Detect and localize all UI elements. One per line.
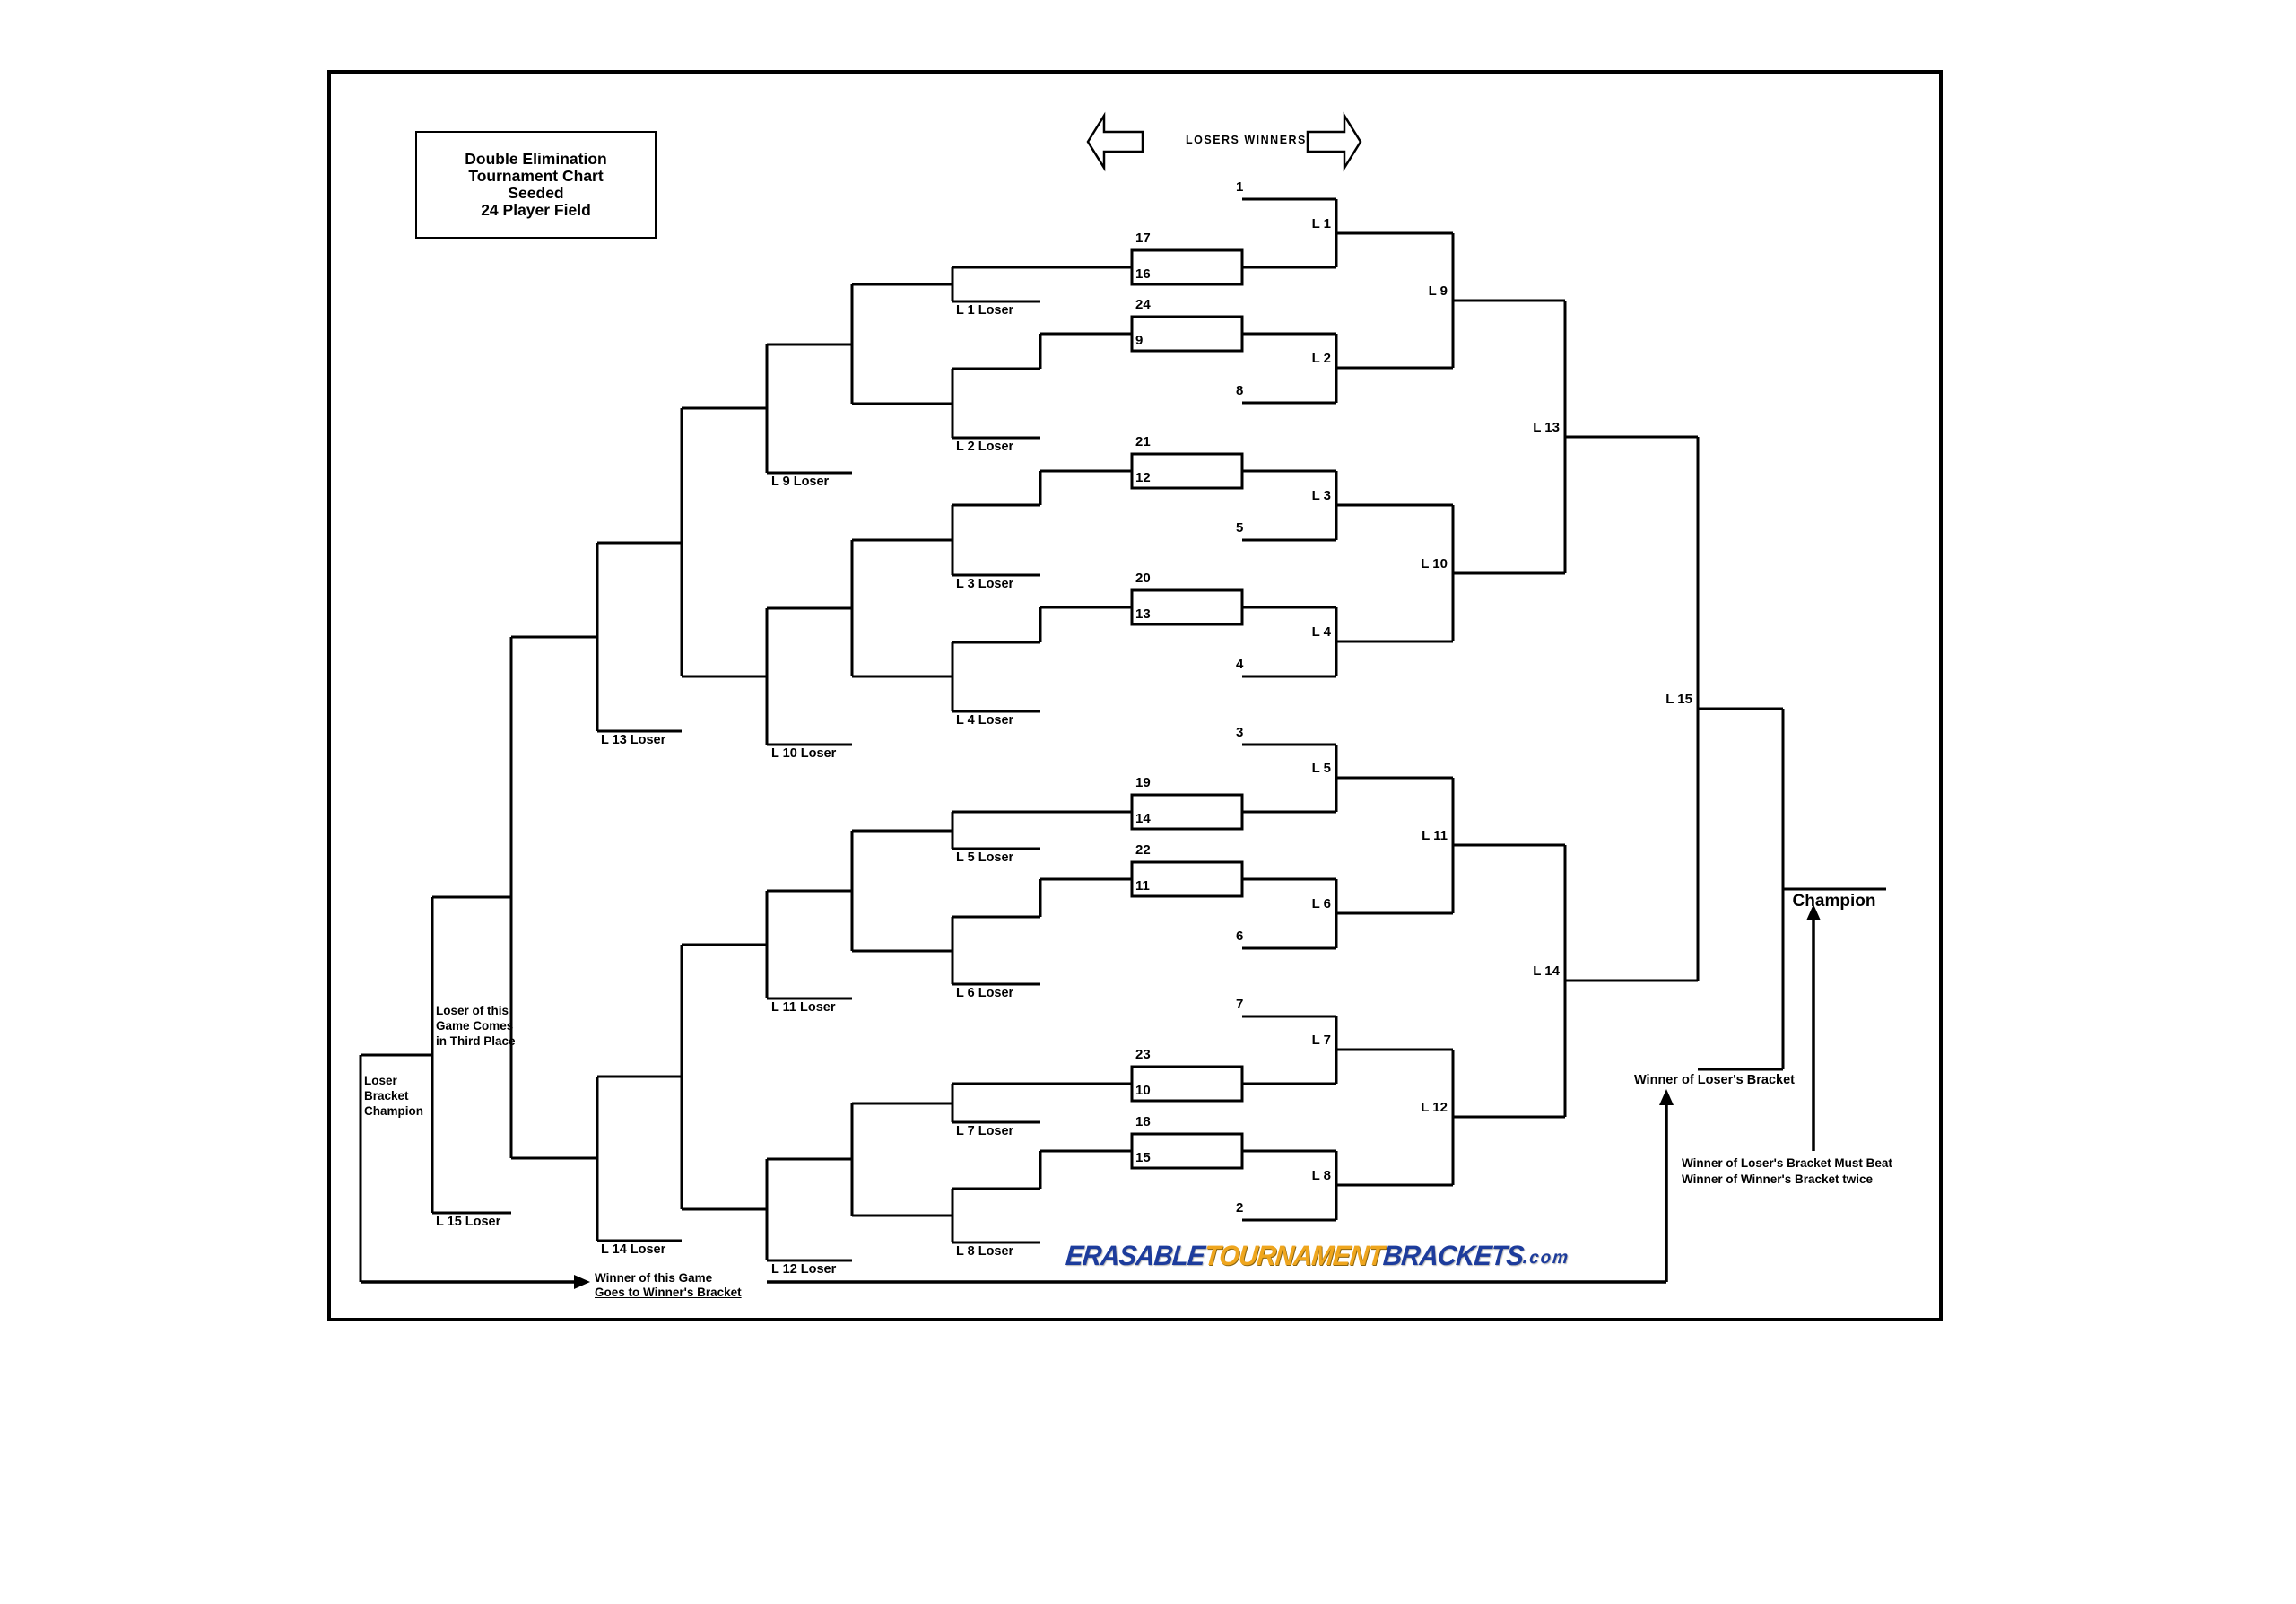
winner-of-losers-bracket-label: Winner of Loser's Bracket: [1634, 1073, 1795, 1087]
loser-drop-label-l1: L 1 Loser: [956, 303, 1014, 318]
box-seed-number: 24: [1135, 297, 1151, 312]
winner-to-bracket-note-line: Goes to Winner's Bracket: [595, 1285, 742, 1299]
losers-bracket-lines: [361, 267, 1132, 1282]
seed-number: 4: [1236, 657, 1244, 672]
loser-drop-label-l6: L 6 Loser: [956, 986, 1014, 1000]
loser-drop-label-l8: L 8 Loser: [956, 1244, 1014, 1259]
third-place-note: [436, 1003, 516, 1049]
game-label-l9: L 9: [1428, 283, 1448, 299]
loser-drop-label-l4: L 4 Loser: [956, 713, 1014, 728]
game-label-l5: L 5: [1311, 761, 1331, 776]
logo-dotcom: .com: [1522, 1248, 1570, 1268]
game-label-l7: L 7: [1311, 1033, 1331, 1048]
game-label-l12: L 12: [1421, 1100, 1448, 1115]
seed-number: 3: [1236, 725, 1244, 740]
game-label-l15: L 15: [1665, 692, 1692, 707]
match-box-9-24: [1132, 317, 1242, 351]
round1-match-boxes: [1132, 250, 1242, 1168]
title-line: Tournament Chart: [468, 167, 604, 185]
title-line: Seeded: [508, 184, 564, 202]
third-place-note-line: in Third Place: [436, 1034, 516, 1048]
logo-brackets: BRACKETS: [1381, 1240, 1525, 1271]
loser-drop-label-l15: L 15 Loser: [436, 1215, 501, 1229]
seed-number: 6: [1236, 928, 1244, 944]
champion-label: Champion: [1792, 892, 1876, 911]
game-label-l13: L 13: [1533, 420, 1560, 435]
third-place-note-line: Loser of this: [436, 1004, 509, 1017]
game-label-l2: L 2: [1311, 351, 1331, 366]
winners-bracket-lines: [1242, 199, 1886, 1220]
box-seed-number: 10: [1135, 1083, 1151, 1098]
box-seed-number: 12: [1135, 470, 1151, 485]
loser-drop-label-l11: L 11 Loser: [771, 1000, 836, 1015]
loser-bracket-champion-label: [364, 1073, 423, 1119]
winner-to-bracket-note: [595, 1271, 742, 1299]
up-arrowhead-icon: [1659, 1089, 1674, 1105]
loser-drop-label-l14: L 14 Loser: [601, 1242, 666, 1257]
winner-to-bracket-note-line: Winner of this Game: [595, 1271, 713, 1285]
flow-arrows: [361, 904, 1821, 1289]
title-line: 24 Player Field: [481, 201, 591, 219]
box-seed-number: 22: [1135, 842, 1151, 858]
title-box: [415, 131, 657, 239]
loser-drop-label-l7: L 7 Loser: [956, 1124, 1014, 1138]
loser-drop-label-l13: L 13 Loser: [601, 733, 666, 747]
game-label-l3: L 3: [1311, 488, 1331, 503]
loser-bracket-champion-line: Bracket: [364, 1089, 409, 1103]
box-seed-number: 16: [1135, 266, 1151, 282]
third-place-note-line: Game Comes: [436, 1019, 514, 1033]
seed-number: 7: [1236, 997, 1244, 1012]
game-label-l14: L 14: [1533, 963, 1560, 979]
game-label-l4: L 4: [1311, 624, 1331, 640]
logo-tournament: TOURNAMENT: [1203, 1240, 1385, 1271]
loser-drop-label-l3: L 3 Loser: [956, 577, 1014, 591]
title-line: Double Elimination: [465, 150, 607, 168]
box-seed-number: 13: [1135, 606, 1151, 622]
box-seed-number: 21: [1135, 434, 1151, 449]
game-label-l10: L 10: [1421, 556, 1448, 571]
seed-number: 1: [1236, 179, 1244, 195]
box-seed-number: 9: [1135, 333, 1144, 348]
box-seed-number: 18: [1135, 1114, 1151, 1129]
right-arrowhead-icon: [574, 1275, 590, 1289]
box-seed-number: 17: [1135, 231, 1151, 246]
seed-number: 2: [1236, 1200, 1244, 1216]
box-seed-number: 23: [1135, 1047, 1151, 1062]
seed-number: 8: [1236, 383, 1244, 398]
loser-drop-label-l9: L 9 Loser: [771, 475, 830, 489]
loser-drop-label-l10: L 10 Loser: [771, 746, 837, 761]
loser-bracket-champion-line: Champion: [364, 1104, 423, 1118]
box-seed-number: 20: [1135, 571, 1151, 586]
box-seed-number: 14: [1135, 811, 1151, 826]
winners-direction-arrow-icon: [1308, 116, 1361, 168]
must-beat-note-line: Winner of Loser's Bracket Must Beat: [1682, 1156, 1892, 1170]
game-label-l1: L 1: [1311, 216, 1331, 231]
loser-bracket-champion-line: Loser: [364, 1074, 397, 1087]
seed-number: 5: [1236, 520, 1244, 536]
logo-erasable: ERASABLE: [1064, 1240, 1206, 1271]
loser-drop-label-l12: L 12 Loser: [771, 1262, 837, 1277]
losers-direction-arrow-icon: [1088, 116, 1143, 168]
game-label-l6: L 6: [1311, 896, 1331, 911]
game-label-l11: L 11: [1422, 828, 1448, 843]
loser-drop-label-l5: L 5 Loser: [956, 850, 1014, 865]
box-seed-number: 19: [1135, 775, 1151, 790]
direction-legend: LOSERS WINNERS: [1186, 134, 1307, 146]
loser-drop-label-l2: L 2 Loser: [956, 440, 1014, 454]
must-beat-note-line: Winner of Winner's Bracket twice: [1682, 1172, 1874, 1186]
game-label-l8: L 8: [1311, 1168, 1331, 1183]
site-logo: [1065, 1240, 1571, 1272]
box-seed-number: 15: [1135, 1150, 1151, 1165]
must-beat-note: [1682, 1155, 1892, 1188]
box-seed-number: 11: [1135, 878, 1150, 894]
